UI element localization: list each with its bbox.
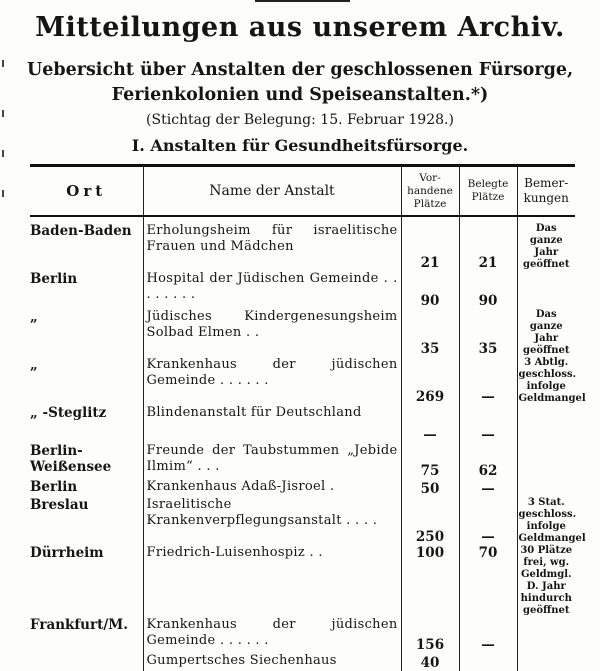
- column-header-name: Name der Anstalt: [143, 166, 401, 217]
- table-row: [30, 653, 575, 671]
- margin-mark: [2, 150, 4, 157]
- cell-ort: Frankfurt/M.: [30, 617, 128, 633]
- cell-bemerkungen: 30 Plätze frei, wg. Geldmgl. D. Jahr hindurch geöffnet: [517, 545, 575, 617]
- top-rule: [255, 0, 350, 2]
- cell-belegte: 21: [459, 216, 517, 271]
- subtitle-line-1: Uebersicht über Anstalten der geschlossenen Fürsorge,: [26, 60, 574, 80]
- cell-name: Blindenanstalt für Deutschland: [143, 405, 401, 443]
- cell-vorhanden: 35: [401, 309, 459, 357]
- cell-vorhanden: 250: [401, 497, 459, 545]
- cell-name: Freunde der Taubstummen „Jebide Ilmim“ . . .: [143, 443, 401, 479]
- table-row: [30, 443, 575, 479]
- column-header-belegte: Belegte Plätze: [459, 166, 517, 217]
- cell-name: Krankenhaus der jüdischen Gemeinde . . . . . .: [143, 617, 401, 653]
- cell-name: Erholungsheim für israelitische Frauen und Mädchen: [143, 216, 401, 271]
- cell-bemerkungen: [517, 479, 575, 497]
- cell-belegte: —: [459, 617, 517, 653]
- cell-name: Jüdisches Kindergenesungsheim Solbad Elmen . .: [143, 309, 401, 357]
- cell-ort: „: [30, 357, 38, 373]
- cell-vorhanden: 21: [401, 216, 459, 271]
- margin-mark: [2, 110, 4, 117]
- cell-belegte: 35: [459, 309, 517, 357]
- cell-ort: Berlin-Weißensee: [30, 443, 112, 475]
- cell-belegte: —: [459, 497, 517, 545]
- margin-mark: [2, 60, 4, 67]
- cell-vorhanden: 156: [401, 617, 459, 653]
- cell-name: Friedrich-Luisenhospiz . .: [143, 545, 401, 617]
- cell-name: Hospital der Jüdischen Gemeinde . . . . . . . .: [143, 271, 401, 309]
- cell-ort: Berlin: [30, 271, 78, 287]
- cell-bemerkungen: Das ganze Jahr geöffnet: [517, 309, 575, 357]
- table-row: [30, 357, 575, 405]
- cell-bemerkungen: Das ganze Jahr geöffnet: [517, 216, 575, 271]
- institutions-table: [30, 164, 586, 671]
- cell-belegte: 70: [459, 545, 517, 617]
- cell-belegte: —: [459, 357, 517, 405]
- cell-belegte: [459, 653, 517, 671]
- subtitle-line-2: Ferienkolonien und Speiseanstalten.*): [111, 85, 489, 105]
- column-header-bemerkungen: Bemer- kungen: [517, 166, 575, 217]
- cell-vorhanden: 75: [401, 443, 459, 479]
- cell-bemerkungen: [517, 617, 575, 653]
- cell-ort: [30, 653, 143, 671]
- cell-name: Krankenhaus der jüdischen Gemeinde . . . . . .: [143, 357, 401, 405]
- cell-belegte: —: [459, 405, 517, 443]
- column-header-vorhanden: Vor- handene Plätze: [401, 166, 459, 217]
- table-row: [30, 617, 575, 653]
- cell-bemerkungen: [517, 271, 575, 309]
- cell-vorhanden: 50: [401, 479, 459, 497]
- cell-ort: Baden-Baden: [30, 223, 132, 239]
- cell-ort: „ -Steglitz: [30, 405, 107, 421]
- margin-mark: [2, 190, 4, 197]
- cell-ort: Dürrheim: [30, 545, 104, 561]
- cell-vorhanden: —: [401, 405, 459, 443]
- cell-bemerkungen: [517, 405, 575, 443]
- table-row: [30, 271, 575, 309]
- cell-vorhanden: 40: [401, 653, 459, 671]
- cell-vorhanden: 100: [401, 545, 459, 617]
- cell-name: Israelitische Krankenverpflegungsanstalt . . . .: [143, 497, 401, 545]
- cell-bemerkungen: 3 Abtlg. geschloss. infolge Geldmangel: [518, 357, 586, 404]
- cell-vorhanden: 90: [401, 271, 459, 309]
- reference-date: (Stichtag der Belegung: 15. Februar 1928.): [146, 112, 454, 128]
- page-title: Mitteilungen aus unserem Archiv.: [35, 12, 565, 43]
- section-heading: I. Anstalten für Gesundheitsfürsorge.: [131, 136, 469, 155]
- cell-bemerkungen: 3 Stat. geschloss. infolge Geldmangel: [518, 497, 586, 544]
- table-row: [30, 545, 575, 617]
- cell-belegte: —: [459, 479, 517, 497]
- cell-belegte: 62: [459, 443, 517, 479]
- cell-bemerkungen: [517, 443, 575, 479]
- table-row: [30, 497, 575, 545]
- cell-name: Krankenhaus Adaß-Jisroel .: [143, 479, 401, 497]
- cell-ort: Breslau: [30, 497, 89, 513]
- column-header-ort: Ort: [30, 166, 143, 217]
- cell-vorhanden: 269: [401, 357, 459, 405]
- table-row: [30, 216, 575, 271]
- table-header-row: [30, 166, 575, 217]
- cell-ort: Berlin: [30, 479, 78, 495]
- cell-name: Gumpertsches Siechenhaus: [143, 653, 401, 671]
- table-row: [30, 479, 575, 497]
- cell-belegte: 90: [459, 271, 517, 309]
- cell-ort: „: [30, 309, 38, 325]
- table-row: [30, 309, 575, 357]
- table-row: [30, 405, 575, 443]
- cell-bemerkungen: [517, 653, 575, 671]
